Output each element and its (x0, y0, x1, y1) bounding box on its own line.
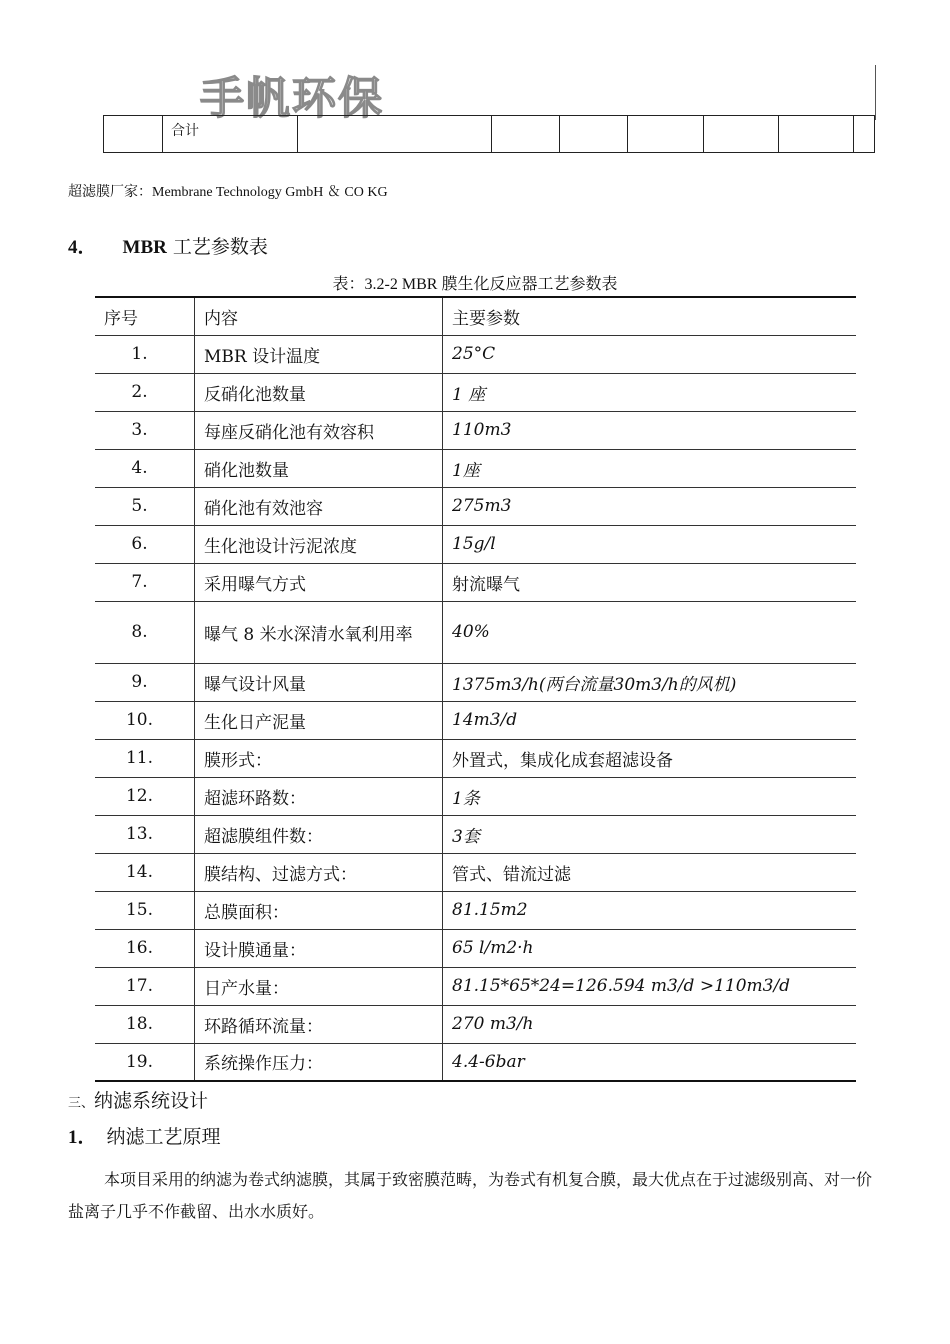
section-number: 4． (68, 237, 97, 258)
watermark-logo: 手帆环保 (200, 73, 384, 124)
margin-rule (875, 65, 876, 120)
row-index: 1. (95, 335, 195, 373)
table-row (95, 1005, 856, 1043)
row-item: 每座反硝化池有效容积 (195, 411, 443, 449)
row-value: 81.15*65*24=126.594 m3/d >110m3/d (443, 967, 857, 1005)
body-paragraph: 本项目采用的纳滤为卷式纳滤膜，其属于致密膜范畴，为卷式有机复合膜，最大优点在于过滤级别高、对一价盐离子几乎不作截留、出水水质好。 (68, 1170, 873, 1221)
row-index: 16. (95, 929, 195, 967)
row-item: 总膜面积： (195, 891, 443, 929)
row-value: 65 l/m2·h (443, 929, 857, 967)
row-index: 12. (95, 777, 195, 815)
table-row (95, 373, 856, 411)
row-value: 1座 (443, 449, 857, 487)
summary-table (103, 115, 875, 153)
row-index: 2. (95, 373, 195, 411)
table-row (95, 663, 856, 701)
row-value: 25°C (443, 335, 857, 373)
table-row (95, 967, 856, 1005)
section-title: 工艺参数表 (166, 236, 268, 258)
table-row (95, 411, 856, 449)
row-index: 10. (95, 701, 195, 739)
row-item: 曝气设计风量 (195, 663, 443, 701)
row-item: 系统操作压力： (195, 1043, 443, 1081)
row-value: 40% (443, 601, 857, 663)
row-value: 81.15m2 (443, 891, 857, 929)
row-item: 反硝化池数量 (195, 373, 443, 411)
row-item: 生化池设计污泥浓度 (195, 525, 443, 563)
row-item: 超滤膜组件数： (195, 815, 443, 853)
row-value: 14m3/d (443, 701, 857, 739)
row-item: 设计膜通量： (195, 929, 443, 967)
summary-label: 合计 (163, 116, 298, 153)
table-row (95, 335, 856, 373)
row-item: MBR 设计温度 (195, 335, 443, 373)
row-index: 8. (95, 601, 195, 663)
row-index: 5. (95, 487, 195, 525)
subsection-number: 1． (68, 1127, 97, 1148)
row-item: 日产水量： (195, 967, 443, 1005)
header-item: 内容 (195, 297, 443, 335)
row-item: 膜形式： (195, 739, 443, 777)
row-value: 15g/l (443, 525, 857, 563)
row-index: 9. (95, 663, 195, 701)
row-value: 1375m3/h(两台流量30m3/h的风机) (443, 663, 857, 701)
header-value: 主要参数 (443, 297, 857, 335)
subsection-heading (68, 1122, 221, 1149)
row-index: 18. (95, 1005, 195, 1043)
row-value: 管式、错流过滤 (443, 853, 857, 891)
row-index: 14. (95, 853, 195, 891)
manufacturer-line: 超滤膜厂家：Membrane Technology GmbH ＆ CO KG (68, 185, 388, 200)
row-item: 硝化池有效池容 (195, 487, 443, 525)
row-value: 110m3 (443, 411, 857, 449)
table-row (95, 929, 856, 967)
row-value: 射流曝气 (443, 563, 857, 601)
row-value: 275m3 (443, 487, 857, 525)
table-row (95, 853, 856, 891)
table-header-row (95, 297, 856, 335)
row-value: 4.4-6bar (443, 1043, 857, 1081)
chapter-title: 纳滤系统设计 (94, 1090, 209, 1112)
row-item: 膜结构、过滤方式： (195, 853, 443, 891)
table-row (95, 739, 856, 777)
table-row (95, 563, 856, 601)
section-heading (68, 232, 268, 259)
table-row (95, 601, 856, 663)
table-row (95, 525, 856, 563)
header-index: 序号 (95, 297, 195, 335)
table-row (95, 449, 856, 487)
row-item: 环路循环流量： (195, 1005, 443, 1043)
row-index: 19. (95, 1043, 195, 1081)
chapter-heading (68, 1086, 208, 1113)
row-index: 3. (95, 411, 195, 449)
row-index: 15. (95, 891, 195, 929)
table-row (95, 815, 856, 853)
row-value: 1条 (443, 777, 857, 815)
table-row (95, 891, 856, 929)
row-index: 7. (95, 563, 195, 601)
row-item: 曝气 8 米水深清水氧利用率 (195, 601, 443, 663)
row-item: 硝化池数量 (195, 449, 443, 487)
table-row (95, 1043, 856, 1081)
row-value: 3套 (443, 815, 857, 853)
row-index: 6. (95, 525, 195, 563)
chapter-prefix: 三、 (68, 1096, 95, 1111)
row-index: 4. (95, 449, 195, 487)
section-title-bold: MBR (122, 237, 167, 258)
subsection-title: 纳滤工艺原理 (106, 1126, 221, 1148)
table-row (95, 777, 856, 815)
row-value: 外置式，集成化成套超滤设备 (443, 739, 857, 777)
row-index: 11. (95, 739, 195, 777)
table-row (95, 487, 856, 525)
table-caption: 表：3.2-2 MBR 膜生化反应器工艺参数表 (332, 276, 618, 293)
table-row (104, 116, 875, 153)
row-index: 17. (95, 967, 195, 1005)
row-value: 270 m3/h (443, 1005, 857, 1043)
row-item: 超滤环路数： (195, 777, 443, 815)
row-index: 13. (95, 815, 195, 853)
row-item: 生化日产泥量 (195, 701, 443, 739)
row-value: 1 座 (443, 373, 857, 411)
row-item: 采用曝气方式 (195, 563, 443, 601)
table-row (95, 701, 856, 739)
params-table (95, 296, 856, 1082)
